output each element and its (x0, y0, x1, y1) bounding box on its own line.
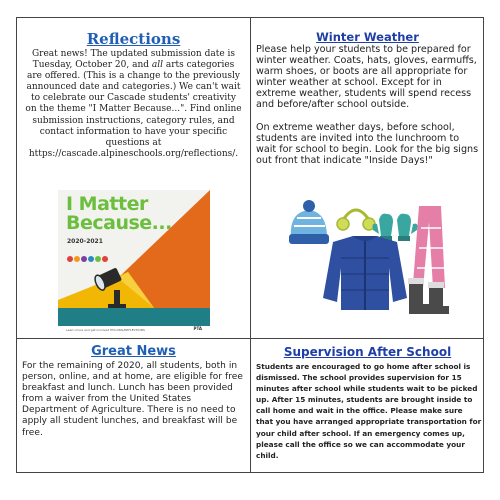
winter-weather-text (256, 44, 482, 166)
winter-weather-section (251, 18, 484, 338)
winter-weather-heading: Winter Weather (316, 30, 419, 44)
category-dot-icon (81, 256, 87, 262)
category-dot-icon (88, 256, 94, 262)
reflections-text-part1: Great news! The updated submission date is Tuesday, October 20, and (31, 49, 236, 71)
category-dot-icon (67, 256, 73, 262)
poster-footer: Learn more and get involved PTA.ORG/REFLECTIONS (66, 328, 145, 332)
winter-paragraph-2: On extreme weather days, before school, students are invited into the lunchroom to wait for school to begin. Look for the big signs out front that indicate "Inside Days!" (256, 121, 479, 166)
earmuffs-icon (337, 210, 375, 230)
poster-title: I Matter Because... (66, 193, 172, 234)
great-news-heading: Great News (91, 344, 176, 359)
reflections-heading: Reflections (86, 30, 181, 48)
category-dot-icon (95, 256, 101, 262)
winter-clothes-illustration (281, 198, 451, 318)
category-dot-icon (102, 256, 108, 262)
winter-hat-icon (289, 200, 329, 244)
winter-coat-icon (323, 236, 407, 310)
great-news-section (17, 339, 250, 472)
pta-logo: PTA (193, 326, 202, 331)
reflections-text-part2: arts categories are offered. (This is a change to the previously announced date and categories.) We can't wait to celebrate our Cascade students' creativity on the theme "I Matter Because...". Find online submission instructions, category rules, and contact information to have your specific questions at https://cascade.alpineschools.org/reflections/. (25, 60, 242, 159)
reflections-poster (58, 190, 210, 335)
scarf-icon (413, 206, 445, 288)
reflections-text-emphasis: all (151, 60, 163, 71)
reflections-section (17, 18, 250, 338)
supervision-section (251, 339, 484, 472)
supervision-heading: Supervision After School (283, 345, 452, 359)
poster-year: 2020-2021 (67, 238, 103, 245)
great-news-text: For the remaining of 2020, all students, both in person, online, and at home, are eligible for free breakfast and lunch. Lunch has been provided from a waiver from the United States Department of Agriculture. There is no need to apply all student lunches, and breakfast will be free. (22, 361, 243, 438)
supervision-text: Students are encouraged to go home after school is dismissed. The school provides supervision for 15 minutes after school while students wait to be picked up. After 15 minutes, students are brought inside to call home and wait in the office. Please make sure that you have arranged appropriate transportation for your child after school. If an emergency comes up, please call the office so we can accommodate your child. (256, 362, 482, 460)
winter-paragraph-1: Please help your students to be prepared for winter weather. Coats, hats, gloves, earmuffs, warm shoes, or boots are all appropriate for winter weather at school. Except for in extreme weather, students will spend recess and before/after school outside. (256, 44, 477, 111)
poster-category-icons (67, 247, 109, 266)
reflections-text (25, 49, 242, 160)
boots-icon (408, 278, 449, 314)
category-dot-icon (74, 256, 80, 262)
